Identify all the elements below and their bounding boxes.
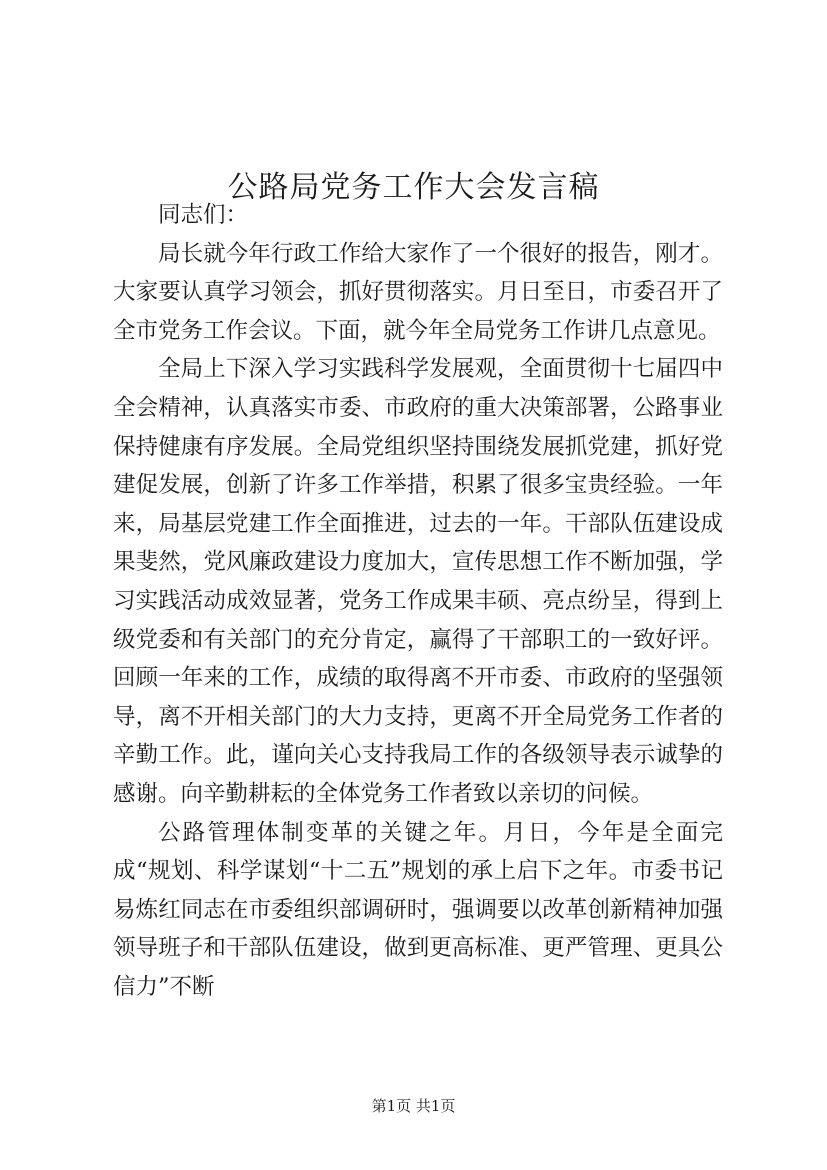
paragraph-3: 公路管理体制变革的关键之年。月日，今年是全面完成“规划、科学谋划“十二五”规划的承上启下之年。市委书记易炼红同志在市委组织部调研时，强调要以改革创新精神加强领导班子和干部队伍建设，做到更高标准、更严管理、更具公信力”不断 [113, 819, 723, 1000]
document-body [113, 196, 723, 1006]
paragraph-1: 局长就今年行政工作给大家作了一个很好的报告，刚才。大家要认真学习领会，抓好贯彻落实。月日至日，市委召开了全市党务工作会议。下面，就今年全局党务工作讲几点意见。 [113, 240, 723, 344]
document-title: 公路局党务工作大会发言稿 [227, 170, 600, 206]
salutation: 同志们： [158, 202, 249, 228]
paragraph-2: 全局上下深入学习实践科学发展观，全面贯彻十七届四中全会精神，认真落实市委、市政府的重大决策部署，公路事业保持健康有序发展。全局党组织坚持围绕发展抓党建，抓好党建促发展，创新了许多工作举措，积累了很多宝贵经验。一年来，局基层党建工作全面推进，过去的一年。干部队伍建设成果斐然，党风廉政建设力度加大，宣传思想工作不断加强，学习实践活动成效显著，党务工作成果丰硕、亮点纷呈，得到上级党委和有关部门的充分肯定，赢得了干部职工的一致好评。回顾一年来的工作，成绩的取得离不开市委、市政府的坚强领导，离不开相关部门的大力支持，更离不开全局党务工作者的辛勤工作。此，谨向关心支持我局工作的各级领导表示诚挚的感谢。向辛勤耕耘的全体党务工作者致以亲切的问候。 [113, 356, 723, 807]
page-footer: 第1页 共1页 [371, 1097, 456, 1115]
